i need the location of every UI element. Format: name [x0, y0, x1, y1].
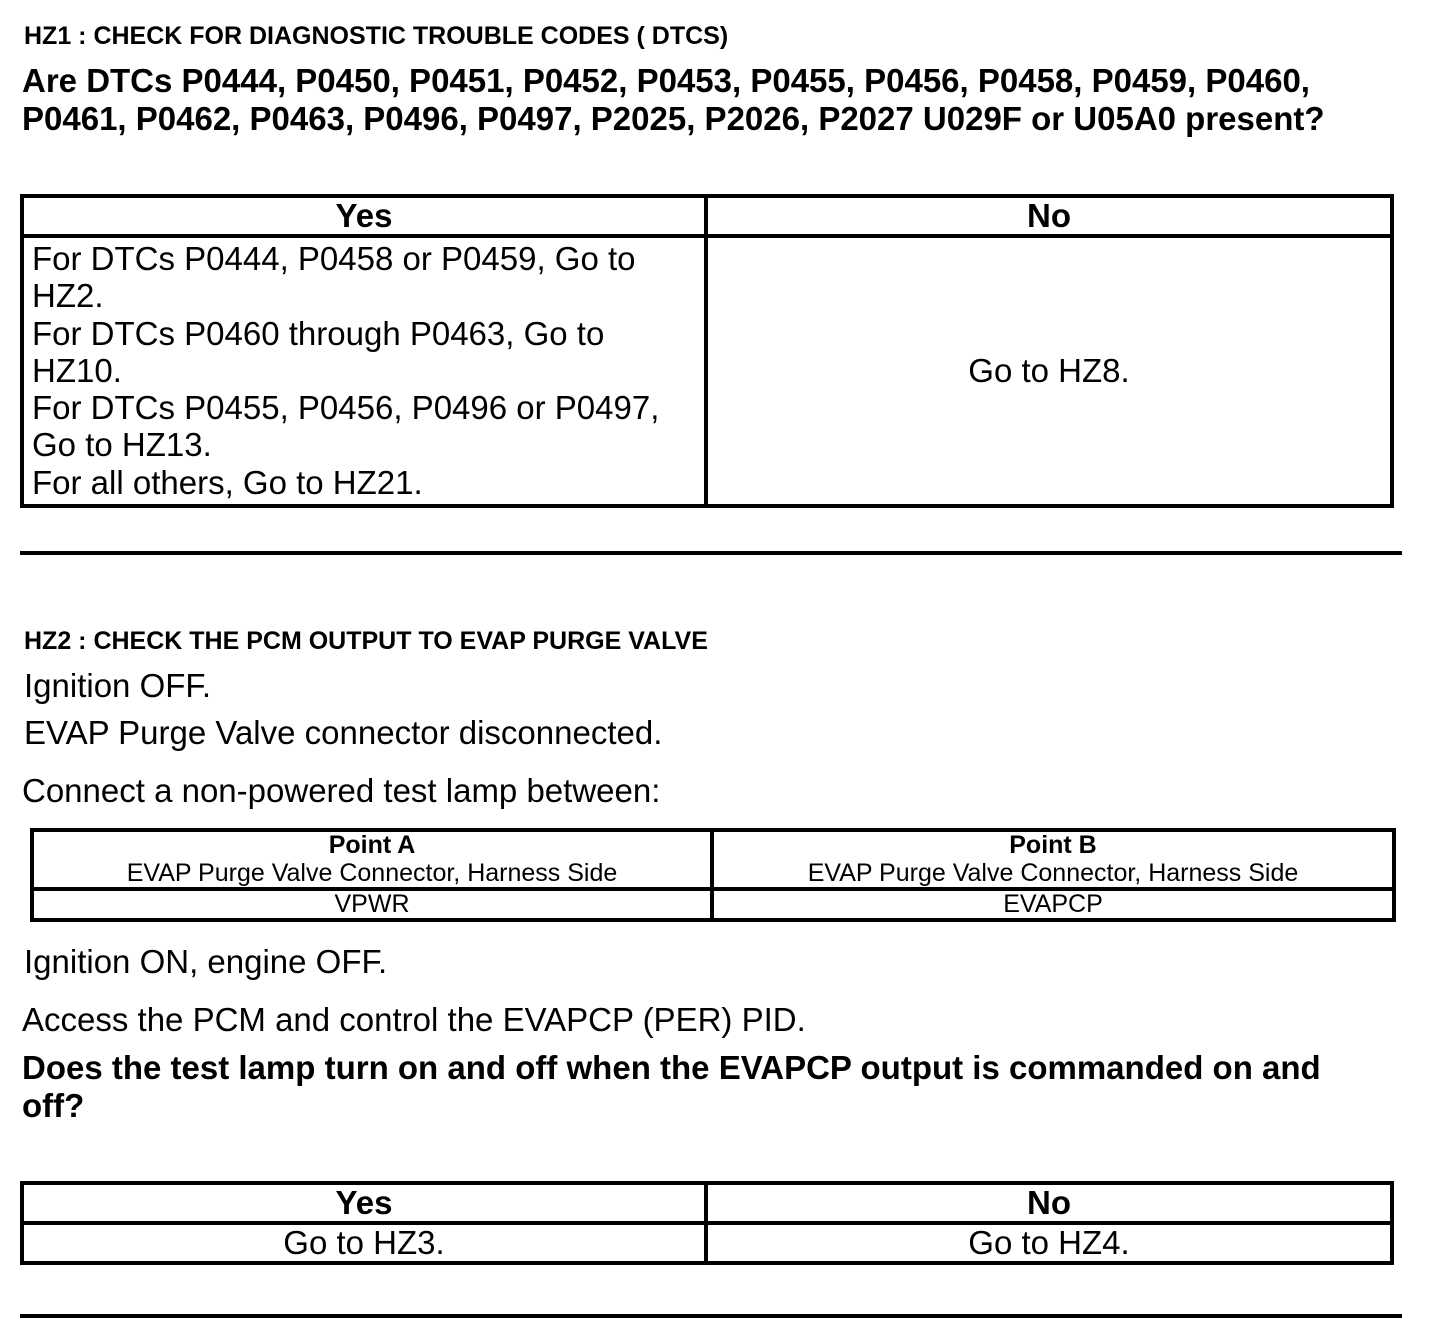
- hz2-yes-no-table: [20, 1181, 1394, 1265]
- point-b-location: EVAP Purge Valve Connector, Harness Side: [807, 859, 1299, 887]
- hz1-no-cell: Go to HZ8.: [706, 236, 1392, 506]
- hz2-step-connector-disconnected: EVAP Purge Valve connector disconnected.: [24, 714, 663, 751]
- hz1-question: [22, 62, 1422, 138]
- hz2-step-ignition-off: Ignition OFF.: [24, 667, 212, 704]
- hz1-yes-line: Go to HZ13.: [32, 426, 212, 464]
- hz2-question: [22, 1049, 1422, 1125]
- point-a-value: VPWR: [32, 889, 712, 920]
- point-a-header: [32, 830, 712, 889]
- hz1-yes-header: Yes: [22, 196, 706, 236]
- point-b-title: Point B: [1009, 831, 1097, 859]
- point-a-location: EVAP Purge Valve Connector, Harness Side: [126, 859, 618, 887]
- hz2-heading: HZ2 : CHECK THE PCM OUTPUT TO EVAP PURGE VALVE: [24, 627, 708, 655]
- hz2-step-ignition-on: Ignition ON, engine OFF.: [24, 943, 388, 980]
- hz1-yes-line: For DTCs P0460 through P0463, Go to: [32, 314, 605, 352]
- hz1-question-line-1: Are DTCs P0444, P0450, P0451, P0452, P0453, P0455, P0456, P0458, P0459, P0460,: [22, 62, 1310, 99]
- hz1-yes-cell: [22, 236, 706, 506]
- hz1-heading: HZ1 : CHECK FOR DIAGNOSTIC TROUBLE CODES ( DTCS): [24, 22, 729, 50]
- hz2-no-header: No: [706, 1183, 1392, 1223]
- hz2-yes-cell: Go to HZ3.: [22, 1223, 706, 1263]
- section-divider: [20, 1314, 1402, 1318]
- hz1-yes-line: HZ2.: [32, 277, 104, 315]
- point-a-title: Point A: [328, 831, 416, 859]
- hz2-yes-header: Yes: [22, 1183, 706, 1223]
- hz2-no-cell: Go to HZ4.: [706, 1223, 1392, 1263]
- hz1-yes-line: For DTCs P0444, P0458 or P0459, Go to: [32, 240, 636, 277]
- hz2-question-line-2: off?: [22, 1087, 85, 1124]
- section-divider: [20, 551, 1402, 555]
- hz1-no-header: No: [706, 196, 1392, 236]
- point-b-value: EVAPCP: [712, 889, 1394, 920]
- hz2-step-access-pcm: Access the PCM and control the EVAPCP (PER) PID.: [22, 1001, 806, 1038]
- hz2-question-line-1: Does the test lamp turn on and off when the EVAPCP output is commanded on and: [22, 1049, 1321, 1086]
- hz1-yes-line: HZ10.: [32, 351, 122, 389]
- hz1-yes-no-table: [20, 194, 1394, 508]
- hz1-yes-line: For all others, Go to HZ21.: [32, 463, 423, 501]
- hz2-step-connect-lamp: Connect a non-powered test lamp between:: [22, 772, 661, 809]
- point-b-header: [712, 830, 1394, 889]
- hz1-yes-line: For DTCs P0455, P0456, P0496 or P0497,: [32, 389, 660, 427]
- test-points-table: [30, 828, 1396, 922]
- hz1-question-line-2: P0461, P0462, P0463, P0496, P0497, P2025, P2026, P2027 U029F or U05A0 present?: [22, 100, 1325, 137]
